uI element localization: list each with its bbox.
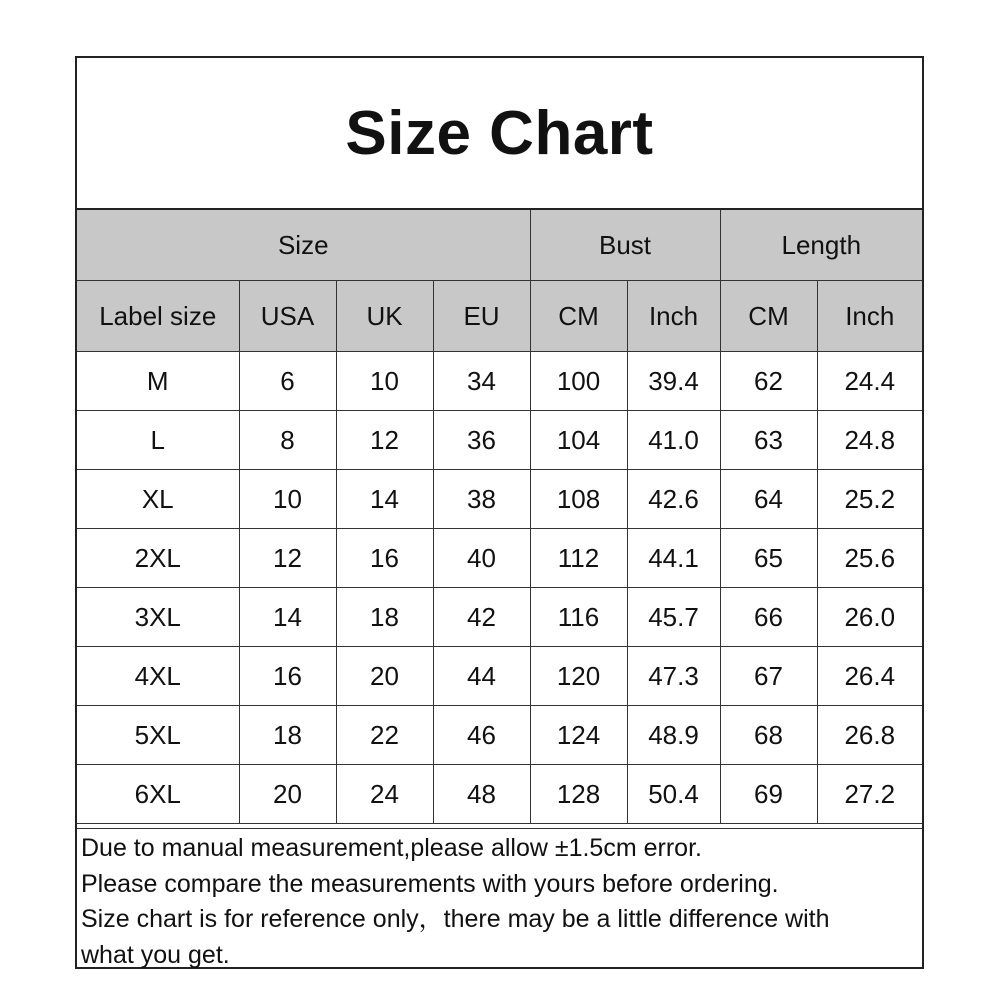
- cell-bust-inch: 45.7: [627, 588, 720, 647]
- cell-bust-inch: 44.1: [627, 529, 720, 588]
- cell-bust-inch: 39.4: [627, 352, 720, 411]
- cell-eu: 44: [433, 647, 530, 706]
- cell-label-size: L: [77, 411, 239, 470]
- cell-label-size: XL: [77, 470, 239, 529]
- cell-uk: 18: [336, 588, 433, 647]
- cell-label-size: 6XL: [77, 765, 239, 824]
- table-row: [77, 470, 922, 529]
- cell-length-cm: 67: [720, 647, 817, 706]
- cell-uk: 20: [336, 647, 433, 706]
- cell-label-size: 5XL: [77, 706, 239, 765]
- cell-bust-inch: 50.4: [627, 765, 720, 824]
- group-header-length: Length: [720, 210, 922, 281]
- cell-bust-inch: 48.9: [627, 706, 720, 765]
- cell-length-cm: 63: [720, 411, 817, 470]
- cell-uk: 22: [336, 706, 433, 765]
- note-line: Please compare the measurements with yours before ordering.: [81, 869, 779, 898]
- cell-usa: 20: [239, 765, 336, 824]
- cell-bust-cm: 112: [530, 529, 627, 588]
- cell-uk: 16: [336, 529, 433, 588]
- table-row: [77, 647, 922, 706]
- sub-header-row: [77, 281, 922, 352]
- cell-eu: 46: [433, 706, 530, 765]
- size-table: [77, 210, 922, 824]
- cell-eu: 34: [433, 352, 530, 411]
- table-row: [77, 352, 922, 411]
- group-header-bust: Bust: [530, 210, 720, 281]
- cell-length-inch: 25.2: [817, 470, 922, 529]
- cell-length-cm: 64: [720, 470, 817, 529]
- cell-bust-inch: 42.6: [627, 470, 720, 529]
- cell-usa: 14: [239, 588, 336, 647]
- cell-uk: 14: [336, 470, 433, 529]
- cell-usa: 10: [239, 470, 336, 529]
- cell-usa: 8: [239, 411, 336, 470]
- cell-uk: 10: [336, 352, 433, 411]
- cell-eu: 36: [433, 411, 530, 470]
- cell-length-cm: 69: [720, 765, 817, 824]
- table-row: [77, 411, 922, 470]
- note-line: what you get.: [81, 940, 230, 969]
- header-label-size: Label size: [77, 281, 239, 352]
- cell-bust-cm: 104: [530, 411, 627, 470]
- cell-length-cm: 65: [720, 529, 817, 588]
- cell-usa: 18: [239, 706, 336, 765]
- cell-eu: 42: [433, 588, 530, 647]
- cell-usa: 16: [239, 647, 336, 706]
- notes-box: [77, 828, 922, 967]
- cell-length-cm: 62: [720, 352, 817, 411]
- cell-label-size: 2XL: [77, 529, 239, 588]
- header-bust-inch: Inch: [627, 281, 720, 352]
- cell-uk: 12: [336, 411, 433, 470]
- cell-label-size: M: [77, 352, 239, 411]
- cell-length-inch: 24.4: [817, 352, 922, 411]
- cell-eu: 40: [433, 529, 530, 588]
- cell-bust-cm: 120: [530, 647, 627, 706]
- header-bust-cm: CM: [530, 281, 627, 352]
- cell-bust-inch: 41.0: [627, 411, 720, 470]
- header-usa: USA: [239, 281, 336, 352]
- cell-length-inch: 27.2: [817, 765, 922, 824]
- cell-uk: 24: [336, 765, 433, 824]
- cell-length-inch: 26.8: [817, 706, 922, 765]
- cell-bust-cm: 108: [530, 470, 627, 529]
- cell-usa: 12: [239, 529, 336, 588]
- cell-bust-cm: 100: [530, 352, 627, 411]
- cell-bust-cm: 128: [530, 765, 627, 824]
- cell-length-inch: 26.4: [817, 647, 922, 706]
- group-header-row: [77, 210, 922, 281]
- cell-length-cm: 68: [720, 706, 817, 765]
- title-box: [77, 58, 922, 210]
- cell-eu: 48: [433, 765, 530, 824]
- table-row: [77, 529, 922, 588]
- cell-bust-inch: 47.3: [627, 647, 720, 706]
- header-length-cm: CM: [720, 281, 817, 352]
- cell-usa: 6: [239, 352, 336, 411]
- page-title: Size Chart: [345, 98, 654, 168]
- table-row: [77, 706, 922, 765]
- cell-bust-cm: 116: [530, 588, 627, 647]
- header-eu: EU: [433, 281, 530, 352]
- cell-length-inch: 25.6: [817, 529, 922, 588]
- table-row: [77, 588, 922, 647]
- note-line: Due to manual measurement,please allow ±1.5cm error.: [81, 834, 702, 862]
- cell-eu: 38: [433, 470, 530, 529]
- cell-bust-cm: 124: [530, 706, 627, 765]
- cell-length-inch: 26.0: [817, 588, 922, 647]
- group-header-size: Size: [77, 210, 530, 281]
- cell-length-cm: 66: [720, 588, 817, 647]
- table-row: [77, 765, 922, 824]
- cell-label-size: 4XL: [77, 647, 239, 706]
- size-chart-frame: [75, 56, 924, 969]
- cell-label-size: 3XL: [77, 588, 239, 647]
- note-line: Size chart is for reference only，there may be a little difference with: [81, 905, 830, 933]
- cell-length-inch: 24.8: [817, 411, 922, 470]
- header-length-inch: Inch: [817, 281, 922, 352]
- header-uk: UK: [336, 281, 433, 352]
